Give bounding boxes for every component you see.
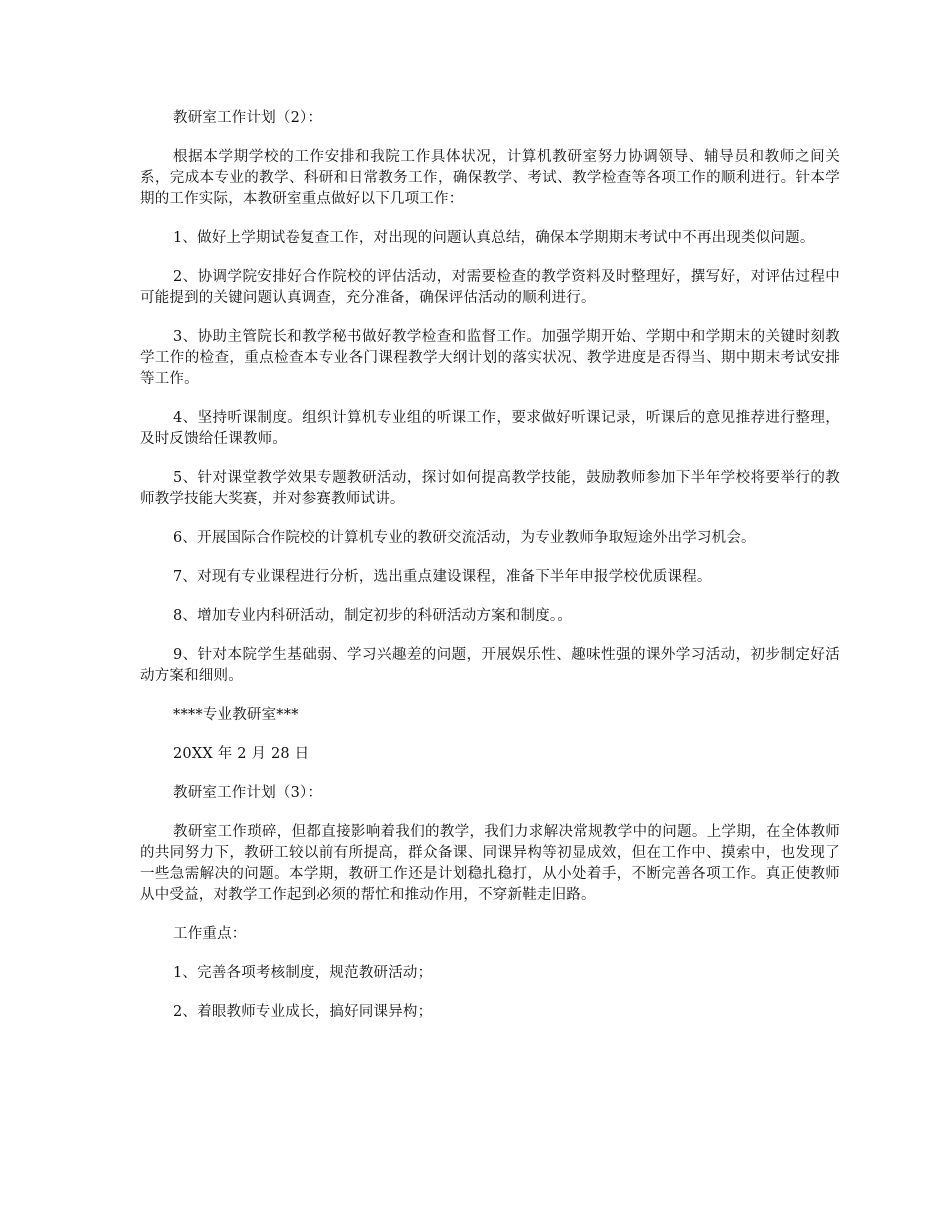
list-item-4: 4、坚持听课制度。组织计算机专业组的听课工作，要求做好听课记录，听课后的意见推荐进行整理，及时反馈给任课教师。 bbox=[140, 410, 840, 447]
list-item-3: 3、协助主管院长和教学秘书做好教学检查和监督工作。加强学期开始、学期中和学期末的关键时刻教学工作的检查，重点检查本专业各门课程教学大纲计划的落实状况、教学进度是否得当、期中期末考试安排等工作。 bbox=[140, 329, 840, 387]
focus-item-1: 1、完善各项考核制度，规范教研活动； bbox=[173, 965, 433, 981]
section-heading-plan-3: 教研室工作计划（3）： bbox=[173, 785, 323, 801]
list-item-8: 8、增加专业内科研活动，制定初步的科研活动方案和制度。。 bbox=[173, 608, 573, 624]
list-item-1: 1、做好上学期试卷复查工作，对出现的问题认真总结，确保本学期期末考试中不再出现类似问题。 bbox=[173, 230, 815, 246]
paragraph-intro-plan-3: 教研室工作琐碎，但都直接影响着我们的教学，我们力求解决常规教学中的问题。上学期，在全体教师的共同努力下，教研工较以前有所提高，群众备课、同课异构等初显成效，但在工作中、摸索中，也发现了一些急需解决的问题。本学期，教研工作还是计划稳扎稳打，从小处着手，不断完善各项工作。真正使教师从中受益，对教学工作起到必须的帮忙和推动作用，不穿新鞋走旧路。 bbox=[140, 824, 840, 903]
document-body bbox=[140, 108, 840, 1041]
list-item-5: 5、针对课堂教学效果专题教研活动，探讨如何提高教学技能，鼓励教师参加下半年学校将要举行的教师教学技能大奖赛，并对参赛教师试讲。 bbox=[140, 470, 840, 507]
list-item-6: 6、开展国际合作院校的计算机专业的教研交流活动，为专业教师争取短途外出学习机会。 bbox=[173, 530, 756, 546]
signature-line: ****专业教研室*** bbox=[173, 707, 299, 723]
list-item-2: 2、协调学院安排好合作院校的评估活动，对需要检查的教学资料及时整理好，撰写好，对评估过程中可能提到的关键问题认真调查，充分准备，确保评估活动的顺利进行。 bbox=[140, 269, 840, 306]
section-heading-plan-2: 教研室工作计划（2）： bbox=[173, 110, 323, 126]
focus-item-2: 2、着眼教师专业成长，搞好同课异构； bbox=[173, 1004, 433, 1020]
date-line: 20XX 年 2 月 28 日 bbox=[173, 746, 310, 762]
list-item-9: 9、针对本院学生基础弱、学习兴趣差的问题，开展娱乐性、趣味性强的课外学习活动，初步制定好活动方案和细则。 bbox=[140, 647, 840, 684]
list-item-7: 7、对现有专业课程进行分析，选出重点建设课程，准备下半年申报学校优质课程。 bbox=[173, 569, 712, 585]
paragraph-intro-plan-2: 根据本学期学校的工作安排和我院工作具体状况，计算机教研室努力协调领导、辅导员和教师之间关系，完成本专业的教学、科研和日常教务工作，确保教学、考试、教学检查等各项工作的顺利进行。针本学期的工作实际，本教研室重点做好以下几项工作： bbox=[140, 149, 840, 207]
subheading-work-focus: 工作重点： bbox=[173, 926, 247, 942]
